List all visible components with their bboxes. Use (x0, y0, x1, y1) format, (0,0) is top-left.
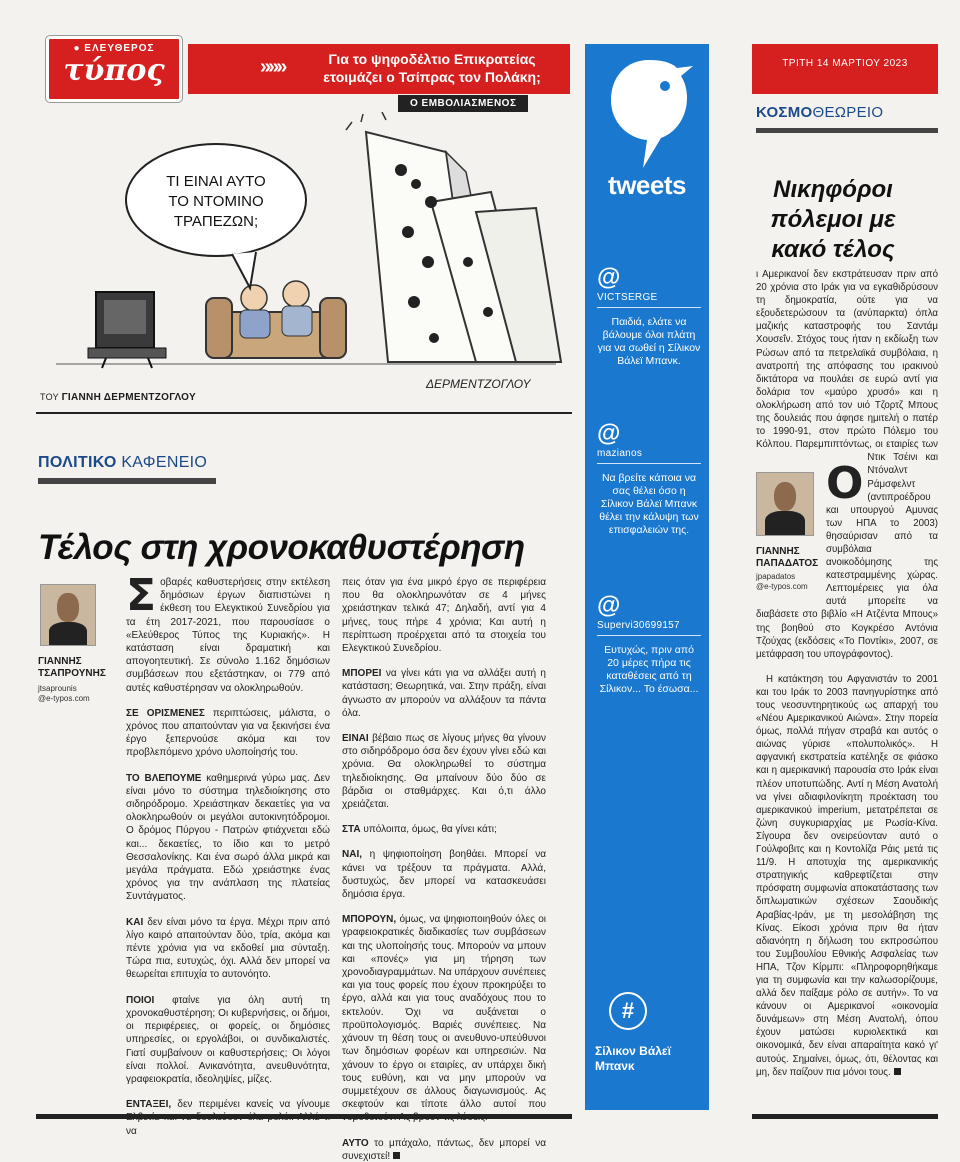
tweets-title: tweets (608, 170, 686, 200)
drop-cap: Ο (826, 458, 864, 509)
logo-title: τύπος (63, 53, 165, 88)
promo-headline: Για το ψηφοδέλτιο Επικρατείας ετοιμάζει ο Τσίπρας τον Πολάκη; (323, 51, 541, 85)
section-bar (38, 478, 216, 484)
hashtag-icon: # (609, 992, 647, 1030)
article-column-1: Σοβαρές καθυστερήσεις στην εκτέλεση δημόσιων έργων διαπιστώνει η έκθεση του Ελεγκτικού Συνεδρίου για τα έτη 2017-2021, που παρουσίασε ο «Ελεύθερος Τύπος της Κυριακής». Η κατάσταση είναι δραματική και απογοητευτική. Σε σύνολο 1.162 δημόσιων συμβάσεων που εξετάστηκαν, οι 779 από αυτές καθυστέρησαν να ολοκληρωθούν. ΣΕ ΟΡΙΣΜΕΝΕΣ περιπτώσεις, μάλιστα, ο χρόνος που απαιτούνταν για να ξεκινήσει ένα έργο ξεπερνούσε ακόμα και τον προβλεπόμενο χρόνο υλοποίησής του. ΤΟ ΒΛΕΠΟΥΜΕ καθημερινά γύρω μας. Δεν είναι μόνο το σύστημα τηλεδιοίκησης στο σιδηρόδρομο. Χρειάστηκαν δεκαετίες για να ολοκληρωθούν οι μεγάλοι αυτοκινητόδρομοι. Ο δρόμος Πύργου - Πατρών φτιάχνεται εδώ και... δεκαετίες, το ίδιο και το μετρό Θεσσαλονίκης. Και ένα σωρό άλλα μικρά και μεγάλα πράγματα. Εδώ χρειάστηκε ένας χρόνος για την ανάπλαση της πλατείας Συντάγματος. ΚΑΙ δεν είναι μόνο τα έργα. Μέχρι πριν από λίγο καιρό απαιτούνταν δύο, τρία, ακόμα και πέντε χρόνια για να εκδοθεί μια σύνταξη. Τώρα πια, ευτυχώς, όχι. Αλλά δεν μπορεί να θεωρείται επιτυχία το αυτονόητο. ΠΟΙΟΙ φταίνε για όλη αυτή τη χρονοκαθυστέρηση; Οι κυβερνήσεις, οι δήμοι, οι περιφέρειες, οι φορείς, οι δημόσιες υπηρεσίες, οι εργολάβοι, οι συνδικαλιστές. Γιατί συμβαίνουν οι καθυστερήσεις; Οι λόγοι είναι πολλοί. Ανικανότητα, ανευθυνότητα, γραφειοκρατία, ιδεοληψίες, μίζες. ΕΝΤΑΞΕΙ, δεν περιμένει κανείς να γίνουμε να (126, 570, 331, 1137)
promo-arrows-icon: »»» (260, 56, 285, 78)
promo-tag: Ο ΕΜΒΟΛΙΑΣΜΕΝΟΣ (398, 95, 528, 112)
cartoon-signature: ΔΕΡΜΕΝΤΖΟΓΛΟΥ (426, 377, 531, 391)
end-mark-icon (393, 1152, 400, 1159)
hashtag-topic[interactable]: Σίλικον Βάλεϊ Μπανκ (595, 1044, 671, 1073)
bubble-line-2: ΤΟ ΝΤΟΜΙΝΟ (168, 193, 264, 210)
issue-date: ΤΡΙΤΗ 14 ΜΑΡΤΙΟΥ 2023 (752, 44, 938, 94)
section-head-kosmotheoreio: ΚΟΣΜΟΘΕΩΡΕΙΟ (756, 104, 884, 121)
tweet-handle[interactable]: Supervi30699157 (597, 620, 701, 636)
tweet-item[interactable] (597, 420, 701, 537)
newspaper-logo[interactable] (46, 36, 182, 102)
at-icon: @ (597, 592, 621, 619)
tweet-item[interactable] (597, 592, 701, 696)
tweets-column (585, 44, 709, 1110)
cartoonist-name: ΓΙΑΝΝΗ ΔΕΡΜΕΝΤΖΟΓΛΟΥ (61, 392, 196, 403)
logo-subtitle: ● ΕΛΕΥΘΕΡΟΣ (73, 43, 155, 54)
tweet-handle[interactable]: VICTSERGE (597, 292, 701, 308)
tweet-text: Ευτυχώς, πριν από 20 μέρες πήρα τις καταθέσεις από τη Σίλικον... Το έσωσα... (599, 644, 699, 695)
section-bar (756, 128, 938, 133)
author-email[interactable]: jtsaprounis @e-typos.com (38, 684, 90, 703)
drop-cap: Σ (126, 570, 157, 621)
end-mark-icon (894, 1068, 901, 1075)
article-title: Τέλος στη χρονοκαθυστέρηση (38, 528, 525, 567)
author-email[interactable]: jpapadatos @e-typos.com (756, 572, 808, 591)
promo-banner[interactable] (188, 44, 570, 94)
bottom-rule-left (36, 1114, 572, 1119)
at-icon: @ (597, 420, 621, 447)
tweet-handle[interactable]: mazianos (597, 448, 701, 464)
at-icon: @ (597, 264, 621, 291)
tweet-text: Παιδιά, ελάτε να βάλουμε όλοι πλάτη για να σωθεί η Σίλικον Βάλεϊ Μπανκ. (597, 316, 701, 367)
author-name: ΓΙΑΝΝΗΣ ΤΣΑΠΡΟΥΝΗΣ (38, 656, 106, 679)
author-name: ΓΙΑΝΝΗΣ ΠΑΠΑΔΑΤΟΣ (756, 546, 819, 569)
cartoon-divider (36, 412, 572, 414)
tweet-text: Να βρείτε κάποια να σας θέλει όσο η Σίλικον Βάλεϊ Μπανκ θέλει την κάλυψη των επισφαλειών της. (599, 472, 699, 536)
author-photo (40, 584, 96, 646)
bubble-line-1: ΤΙ ΕΙΝΑΙ ΑΥΤΟ (166, 173, 266, 190)
bottom-rule-right (752, 1114, 938, 1119)
tweet-bird-icon (603, 52, 693, 170)
tweet-item[interactable] (597, 264, 701, 368)
political-cartoon (36, 112, 572, 412)
bubble-line-3: ΤΡΑΠΕΖΩΝ; (173, 213, 259, 230)
right-article-title: Νικηφόροι πόλεμοι με κακό τέλος (770, 176, 896, 263)
article-column-2: πεις όταν για ένα μικρό έργο σε περιφέρεια που θα ολοκληρωνόταν σε 4 μήνες χρειάστηκαν τελικά 47; Δηλαδή, αντί για 4 μήνες, τους πήρε 4 χρόνια; Και αυτή η περίπτωση προέρχεται από τα στοιχεία του Ελεγκτικού Συνεδρίου. ΜΠΟΡΕΙ να γίνει κάτι για να αλλάξει αυτή η κατάσταση; Θεωρητικά, ναι. Στην πράξη, είναι άγνωστο αν μπορούν να αλλάξουν τα πάντα όλα. ΕΙΝΑΙ βέβαιο πως σε λίγους μήνες θα γίνουν στο σιδηρόδρομο όσα δεν έχουν γίνει εδώ και χρόνια. Θα ολοκληρωθεί το σύστημα τηλεδιοίκησης. Θα μπαίνουν δύο δύο σε βάρδια οι σταθμάρχες. Και ό,τι άλλο χρειάζεται. ΣΤΑ υπόλοιπα, όμως, θα γίνει κάτι; ΝΑΙ, η ψηφιοποίηση βοηθάει. Μπορεί να κάνει να τρέξουν τα πράγματα. Αλλά, δυστυχώς, δεν μπορεί να κατασκευάσει δημόσια έργα. ΜΠΟΡΟΥΝ, όμως, να ψηφιοποιηθούν όλες οι γραφειοκρατικές διαδικασίες των συμβάσεων και της υλοποίησής τους. Μπορούν να μπουν και «πονές» για μη τήρηση των χρονοδιαγραμμάτων. Να υπάρχουν συνέπειες και για τους φορείς που έχουν προκηρύξει το έργο, αλλά και για τους αναδόχους που το εκτελούν. Όχι να αυξάνεται ο προϋπολογισμός. Βαριές συνέπειες. Να χάνουν τη θέση τους οι ανευθυνο-υπεύθυνοι των δημόσιων φορέων και υπηρεσιών. Να χάνουν το έργο οι εταιρίες, αν υπάρχει δική τους ευθύνη, και να μην μπορούν να συμμετέχουν σε άλλους διαγωνισμούς. Ας σκεφτούν και τίποτε άλλο αυτοί που ΑΥΤΟ το μπάχαλο, πάντως, δεν μπορεί να συνεχιστεί! (342, 577, 546, 1162)
right-article-body: Ο ι Αμερικανοί δεν εκστράτευσαν πριν από 20 χρόνια στο Ιράκ για να εγκαθιδρύσουν τη δημοκρατία, ούτε για να εξουδετερώσουν τα (ανύπαρκτα) όπλα μαζικής καταστροφής του Σαντάμ Χουσεΐν. Στόχος τους ήταν η εκδίωξη των Ρώσων από τα πετρελαϊκά συμβόλαια, η ανατροπή της απόφασης του ιρακινού δικτάτορα να πουλάει σε ευρώ αντί για δολάρια τον «μαύρο χρυσό» και η ολοκλήρωση από τον υιό Τζορτζ Μπους της δουλειάς που άφησε ημιτελή ο πατέρ το 1990-91, στον πρώτο Πόλεμο του Κόλπου. Παρεμπιπτόντως, οι εταιρίες των Ντικ Τσέινι και Ντόναλντ Ράμσφελντ (αντιπροέδρου και υπουργού Αμυνας των ΗΠΑ το 2003) θησαύρισαν από τα συμβόλαια ανοικοδόμησης της κατεστραμμένης χώρας. Λεπτομέρειες για όλα αυτά μπορείτε να διαβάσετε στο βιβλίο «Η Ατζέντα Μπους» της βοηθού στο Κογκρέσο Αντόνια Τζούχας (εκδόσεις «Το Ποντίκι», 2007, σε μετάφραση του υπογράφοντος). Η κατάκτηση του Αφγανιστάν το 2001 και του Ιράκ το 2003 πανηγυρίστηκε από τους νεοσυντηρητικούς ως απαρχή του «Νέου Αμερικανικού Αιώνα». Στην πορεία όμως, πολλά πήγαν στραβά και αυτός ο αιώνας γύρισε «πολυπολικός». Η αφγανική εκστρατεία κατέληξε σε φιάσκο και η αμερικανική παρουσία στο Ιράκ είναι πλέον υποτυπώδης. Αντί η Μέση Ανατολή να γίνει αδιαφιλονίκητη προέκταση του αμερικανικού imperium, μετατρέπεται σε ζώνη συγκυριαρχίας με Ρωσία-Κίνα. Σίγουρα δεν ονειρεύονταν αυτό ο Γούλφοβιτς και η Κοντολίζα Ράις μετά τις 11/9. Η αποτυχία της αμερικανικής στρατηγικής καθρεφτίζεται στην πρόσφατη συμφωνία αποκατάστασης των διπλωματικών σχέσεων Σαουδικής Αραβίας-Ιράν, με τη μεσολάβηση της Κίνας. Είκοσι χρόνια πριν θα ήταν αδιανόητη η δήλωση του εκπροσώπου του Συμβουλίου Εθνικής Ασφαλείας των ΗΠΑ, Τζον Κίρμπι: «Πληροφορηθήκαμε για τη συμφωνία και την καλωσορίζουμε, αλλά δεν παίξαμε ρόλο σε αυτήν». Το να κάνουν οι Αμερικανοί «οικονομία δυνάμεων» στη Μέση Ανατολή, όπου έχουν ματώσει κυριολεκτικά και οικονομικά, δεν είναι απαραίτητα κακό γι' αυτούς. Σημαίνει, όμως, ότι, θέλοντας και μη, δεν παίζουν πια μόνοι τους. (756, 269, 938, 1078)
cartoon-credit: ΤΟΥ ΓΙΑΝΝΗ ΔΕΡΜΕΝΤΖΟΓΛΟΥ (40, 392, 196, 403)
section-head-politiko: ΠΟΛΙΤΙΚΟ ΚΑΦΕΝΕΙΟ (38, 454, 208, 471)
